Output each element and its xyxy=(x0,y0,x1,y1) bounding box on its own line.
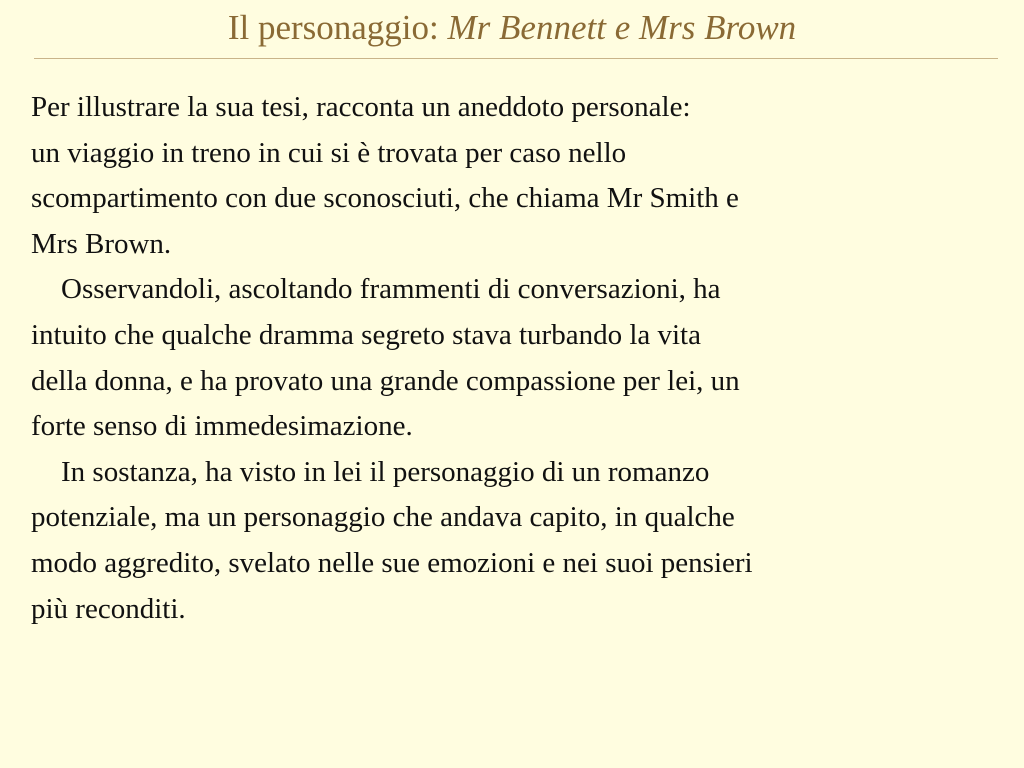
paragraph-line: Per illustrare la sua tesi, racconta un aneddoto personale: xyxy=(31,91,691,123)
slide-title-plain: Il personaggio: xyxy=(227,8,448,47)
paragraph-line: modo aggredito, svelato nelle sue emozioni e nei suoi pensieri xyxy=(31,546,753,579)
slide-title xyxy=(0,6,1024,50)
paragraph-line: potenziale, ma un personaggio che andava capito, in qualche xyxy=(31,501,735,534)
paragraph-line: scompartimento con due sconosciuti, che chiama Mr Smith e xyxy=(31,182,739,215)
paragraph-line: più reconditi. xyxy=(31,592,186,625)
slide-title-italic: Mr Bennett e Mrs Brown xyxy=(447,8,797,47)
slide-body xyxy=(31,85,1006,632)
title-divider xyxy=(34,58,998,59)
paragraph-line: Mrs Brown. xyxy=(31,227,172,260)
paragraph-line: della donna, e ha provato una grande compassione per lei, un xyxy=(31,364,740,397)
paragraph-line: In sostanza, ha visto in lei il personaggio di un romanzo xyxy=(61,455,710,488)
paragraph-1 xyxy=(31,85,1006,267)
paragraph-2 xyxy=(31,267,1006,449)
paragraph-line: un viaggio in treno in cui si è trovata per caso nello xyxy=(31,136,627,169)
paragraph-line: Osservandoli, ascoltando frammenti di conversazioni, ha xyxy=(61,273,721,306)
paragraph-3 xyxy=(31,450,1006,632)
paragraph-line: forte senso di immedesimazione. xyxy=(31,410,413,443)
paragraph-line: intuito che qualche dramma segreto stava turbando la vita xyxy=(31,318,701,351)
